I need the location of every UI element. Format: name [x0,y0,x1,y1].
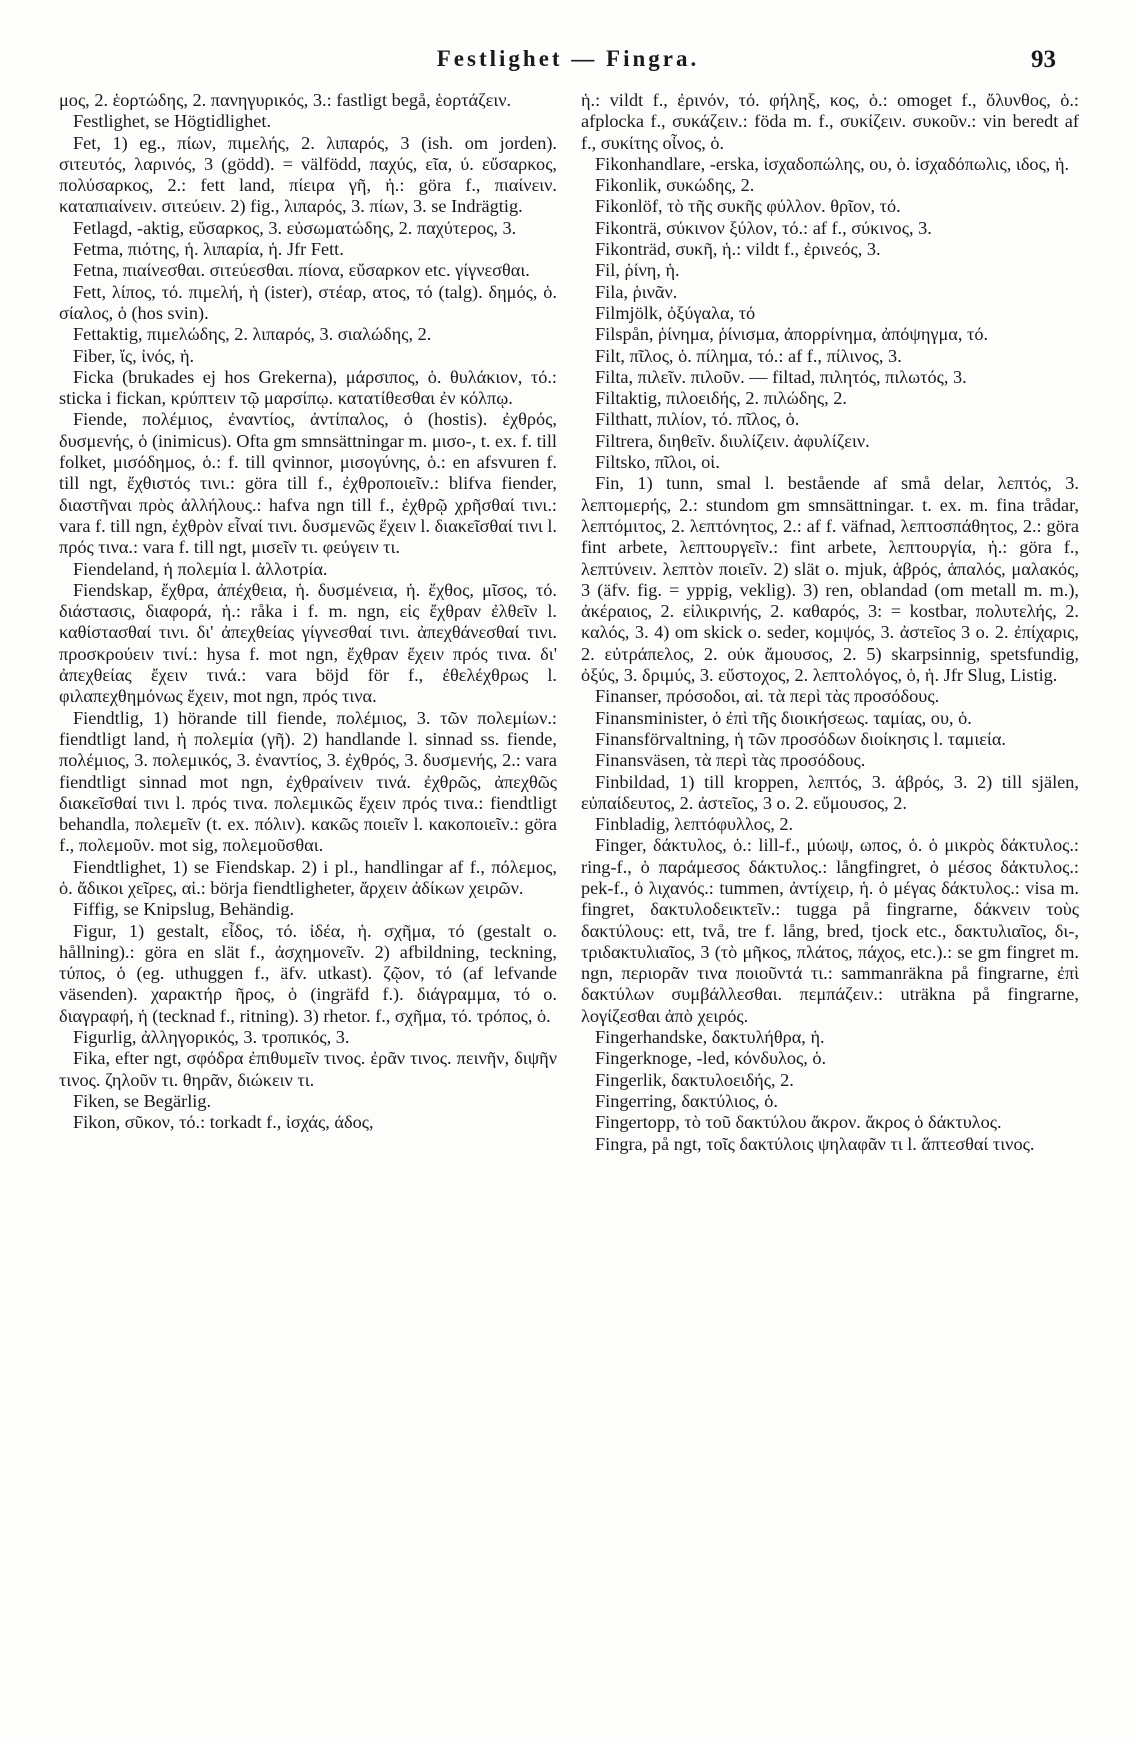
dictionary-entry: Filtsko, πῖλοι, οἱ. [595,452,720,473]
dictionary-entry: Fikonhandlare, -erska, ἰσχαδοπώλης, ου, ὁ. ἰσχαδόπωλις, ιδος, ἡ. [595,153,1070,174]
dictionary-entry: Filta, πιλεῖν. πιλοῦν. — filtad, πιλητός, πιλωτός, 3. [595,366,967,387]
dictionary-entry: Fiken, se Begärlig. [73,1090,212,1111]
dictionary-entry: Finbildad, 1) till kroppen, λεπτός, 3. ἁβρός, 3. 2) till själen, εὐπαίδευτος, 2. ἀστεῖος, 3 o. 2. εὔμουσος, 2. [581,771,1079,813]
dictionary-entry: Fingertopp, τὸ τοῦ δακτύλου ἄκρον. ἄκρος ὁ δάκτυλος. [595,1112,1002,1133]
left-column [59,90,557,1134]
dictionary-entry: Fingerhandske, δακτυλήθρα, ἡ. [595,1027,825,1048]
dictionary-entry: Filspån, ῥίνημα, ῥίνισμα, ἀπορρίνημα, ἀπόψηγμα, τό. [595,324,989,345]
dictionary-entry: Finansförvaltning, ἡ τῶν προσόδων διοίκησις l. ταμιεία. [595,728,1006,749]
dictionary-entry: Fiendtlig, 1) hörande till fiende, πολέμιος, 3. τῶν πολεμίων.: fiendtligt land, ἡ πολεμία (γῆ). 2) handlande l. sinnad ss. fiende, πολέμιος, 3. πολεμικός, 3. ἐναντίος, 3. ἐχθρός, 3. δυσμενής, 2.: vara fiendtligt sinnad mot ngn, ἐχθραίνειν τινά. ἐχθρῶς, ἀπεχθῶς διακεῖσθαί τινι l. πρός τινα. πολεμικῶς ἔχειν πρός τινα.: fiendtligt behandla, πολεμεῖν (t. ex. πόλιν). κακῶς ποιεῖν l. κακοποιεῖν.: göra f., πολεμοῦν. mot sig, πολεμοῦσθαι. [59,707,557,856]
dictionary-entry: μος, 2. ἑορτώδης, 2. πανηγυρικός, 3.: fastligt begå, ἑορτάζειν. [59,90,512,110]
dictionary-entry: Fin, 1) tunn, smal l. bestående af små delar, λεπτός, 3. λεπτομερής, 2.: stundom gm smnsättningar. t. ex. m. fina trådar, λεπτόμιτος, 2. λεπτόνητος, 2.: af f. väfnad, λεπτοσπάθητος, 2.: göra fint arbete, λεπτουργεῖν.: fint arbete, λεπτουργία, ἡ.: göra f., λεπτύνειν. λεπτὸν ποιεῖν. 2) slät o. mjuk, ἁβρός, ἁπαλός, μαλακός, 3 (äfv. fig. = yppig, veklig). 3) ren, oblandad (om metall m. m.), ἀκέραιος, 2. εἰλικρινής, 2. καθαρός, 3: = kostbar, πολυτελής, 2. καλός, 3. 4) om skick o. seder, κομψός, 3. ἀστεῖος 3 o. 2. ἐπίχαρις, 2. εὐτράπελος, 2. οὐκ ἄμουσος, 2. 5) skarpsinnig, spetsfundig, ὀξύς, 3. δριμύς, 3. εὔστοχος, 2. λεπτολόγος, ὁ, ἡ. Jfr Slug, Listig. [581,473,1079,686]
running-head [0,46,1136,76]
dictionary-entry: Fet, 1) eg., πίων, πιμελής, 2. λιπαρός, 3 (ish. om jorden). σιτευτός, λαρινός, 3 (gödd). = välfödd, παχύς, εῖα, ύ. εὔσαρκος, πολύσαρκος, 2.: fett land, πίειρα γῆ, ἡ.: göra f., πιαίνειν. καταπιαίνειν. σιτεύειν. 2) fig., λιπαρός, 3. πίων, 3. se Indrägtig. [59,132,557,217]
dictionary-entry: Ficka (brukades ej hos Grekerna), μάρσιπος, ὁ. θυλάκιον, τό.: sticka i fickan, κρύπτειν τῷ μαρσίπῳ. κατατίθεσθαι ἐν κόλπῳ. [59,366,557,409]
dictionary-entry: ἡ.: vildt f., ἐρινόν, τό. φήληξ, κος, ὁ.: omoget f., ὄλυνθος, ὁ.: afplocka f., συκάζειν.: föda m. f., συκίζειν. συκοῦν.: vin beredt af f., συκίτης οἶνος, ὁ. [581,90,1079,153]
dictionary-entry: Fika, efter ngt, σφόδρα ἐπιθυμεῖν τινος. ἐρᾶν τινος. πεινῆν, διψῆν τινος. ζηλοῦν τι. θηρᾶν, διώκειν τι. [59,1048,557,1090]
dictionary-entry: Fila, ῥινᾶν. [595,281,678,302]
dictionary-entry: Festlighet, se Högtidlighet. [73,111,272,132]
dictionary-entry: Figur, 1) gestalt, εἶδος, τό. ἰδέα, ἡ. σχῆμα, τό (gestalt o. hållning).: göra en slät f., ἀσχημονεῖν. 2) afbildning, teckning, τύπος, ὁ (eg. uthuggen f., äfv. utkast). ζῷον, τό (af lefvande väsenden). χαρακτήρ ῆρος, ὁ (ingräfd f.). διάγραμμα, τό o. διαγραφή, ἡ (tecknad f., ritning). 3) rhetor. f., σχῆμα, τό. τρόπος, ὁ. [59,920,557,1026]
dictionary-entry: Filthatt, πιλίον, τό. πῖλος, ὁ. [595,409,800,430]
right-column [581,90,1079,1155]
dictionary-entry: Fingerknoge, -led, κόνδυλος, ὁ. [595,1048,827,1069]
dictionary-entry: Fikonträd, συκῆ, ἡ.: vildt f., ἐρινεός, 3. [595,239,881,260]
dictionary-entry: Fetlagd, -aktig, εὔσαρκος, 3. εὐσωματώδης, 2. παχύτερος, 3. [73,217,517,238]
dictionary-entry: Fiende, πολέμιος, ἐναντίος, ἀντίπαλος, ὁ (hostis). ἐχθρός, δυσμενής, ὁ (inimicus). Ofta gm smnsättningar m. μισο-, t. ex. f. till folket, μισόδημος, ὁ.: f. till qvinnor, μισογύνης, ὁ.: en afsvuren f. till ngt, ἔχθιστός τινι.: göra till f., ἐχθροποιεῖν.: blifva fiender, διαστῆναι πρὸς ἀλλήλους.: hafva ngn till f., ἐχθρῷ χρῆσθαί τινι.: vara f. till ngn, ἐχθρὸν εἶναί τινι. δυσμενῶς ἔχειν l. διακεῖσθαί τινι l. πρός τινα.: vara f. till ngt, μισεῖν τι. φεύγειν τι. [59,409,557,558]
dictionary-entry: Fikonlöf, τὸ τῆς συκῆς φύλλον. θρῖον, τό. [595,196,901,217]
dictionary-entry: Finanser, πρόσοδοι, αἱ. τὰ περὶ τὰς προσόδους. [595,686,940,707]
dictionary-entry: Fikonträ, σύκινον ξύλον, τό.: af f., σύκινος, 3. [595,217,932,238]
dictionary-entry: Fikonlik, συκώδης, 2. [595,175,755,196]
dictionary-entry: Fett, λίπος, τό. πιμελή, ἡ (ister), στέαρ, ατος, τό (talg). δημός, ὁ. σίαλος, ὁ (hos svin). [59,281,557,323]
dictionary-entry: Finbladig, λεπτόφυλλος, 2. [595,814,794,835]
dictionary-entry: Fiendskap, ἔχθρα, ἀπέχθεια, ἡ. δυσμένεια, ἡ. ἔχθος, μῖσος, τό. διάστασις, διαφορά, ἡ.: råka i f. m. ngn, εἰς ἔχθραν ἐλθεῖν l. καθίστασθαί τινι. δι' ἀπεχθείας γίγνεσθαί τινι. ἀπεχθάνεσθαί τινι. προσκρούειν τινί.: hysa f. mot ngn, ἔχθραν ἔχειν πρός τινα. δι' ἀπεχθείας ἔχειν τινά.: vara böjd för f., ἐθελέχθρως l. φιλαπεχθημόνως ἔχειν, mot ngn, πρός τινα. [59,579,557,707]
dictionary-entry: Fiendtlighet, 1) se Fiendskap. 2) i pl., handlingar af f., πόλεμος, ὁ. ἄδικοι χεῖρες, αἱ.: börja fiendtligheter, ἄρχειν ἀδίκων χειρῶν. [59,856,557,898]
dictionary-entry: Fikon, σῦκον, τό.: torkadt f., ἰσχάς, άδος, [73,1112,374,1133]
dictionary-entry: Finansminister, ὁ ἐπὶ τῆς διοικήσεως. ταμίας, ου, ὁ. [595,707,972,728]
dictionary-entry: Fingra, på ngt, τοῖς δακτύλοις ψηλαφᾶν τι l. ἅπτεσθαί τινος. [595,1133,1035,1154]
dictionary-entry: Figurlig, ἀλληγορικός, 3. τροπικός, 3. [73,1027,350,1048]
dictionary-entry: Fingerlik, δακτυλοειδής, 2. [595,1069,794,1090]
page-number: 93 [1031,46,1056,73]
dictionary-entry: Fetna, πιαίνεσθαι. σιτεύεσθαι. πίονα, εὔσαρκον etc. γίγνεσθαι. [73,260,530,281]
dictionary-entry: Filtrera, διηθεῖν. διυλίζειν. ἀφυλίζειν. [595,430,870,451]
dictionary-entry: Fil, ῥίνη, ἡ. [595,260,680,281]
dictionary-entry: Finger, δάκτυλος, ὁ.: lill-f., μύωψ, ωπος, ὁ. ὁ μικρὸς δάκτυλος.: ring-f., ὁ παράμεσος δάκτυλος.: långfingret, ὁ μέσος δάκτυλος.: pek-f., ὁ λιχανός.: tummen, ἀντίχειρ, ἡ. ὁ μέγας δάκτυλος.: visa m. fingret, δακτυλοδεικτεῖν.: tugga på fingrarne, δάκνειν τοὺς δακτύλους: ett, två, tre f. lång, bred, tjock etc., δακτυλιαῖος, δι-, τριδακτυλιαῖος, 3 (τὸ μῆκος, πλάτος, πάχος, etc.).: se gm fingret m. ngn, περιορᾶν τινα ποιοῦντά τι.: sammanräkna på fingrarne, ἐπὶ δακτύλων συμβάλλεσθαι. πεμπάζειν.: uträkna på fingrarne, λογίζεσθαι ἀπὸ χειρός. [581,835,1079,1026]
dictionary-entry: Fetma, πιότης, ἡ. λιπαρία, ἡ. Jfr Fett. [73,239,344,260]
dictionary-entry: Fingerring, δακτύλιος, ὁ. [595,1090,778,1111]
dictionary-entry: Fiffig, se Knipslug, Behändig. [73,899,295,920]
dictionary-entry: Filt, πῖλος, ὁ. πίλημα, τό.: af f., πίλινος, 3. [595,345,902,366]
dictionary-entry: Fiber, ἴς, ἰνός, ἡ. [73,345,195,366]
page-title: Festlighet — Fingra. [436,46,700,71]
dictionary-entry: Filmjölk, ὀξύγαλα, τό [595,302,756,323]
dictionary-entry: Fiendeland, ἡ πολεμία l. ἀλλοτρία. [73,558,328,579]
dictionary-entry: Finansväsen, τὰ περὶ τὰς προσόδους. [595,750,866,771]
dictionary-entry: Filtaktig, πιλοειδής, 2. πιλώδης, 2. [595,388,847,409]
dictionary-entry: Fettaktig, πιμελώδης, 2. λιπαρός, 3. σιαλώδης, 2. [73,324,432,345]
